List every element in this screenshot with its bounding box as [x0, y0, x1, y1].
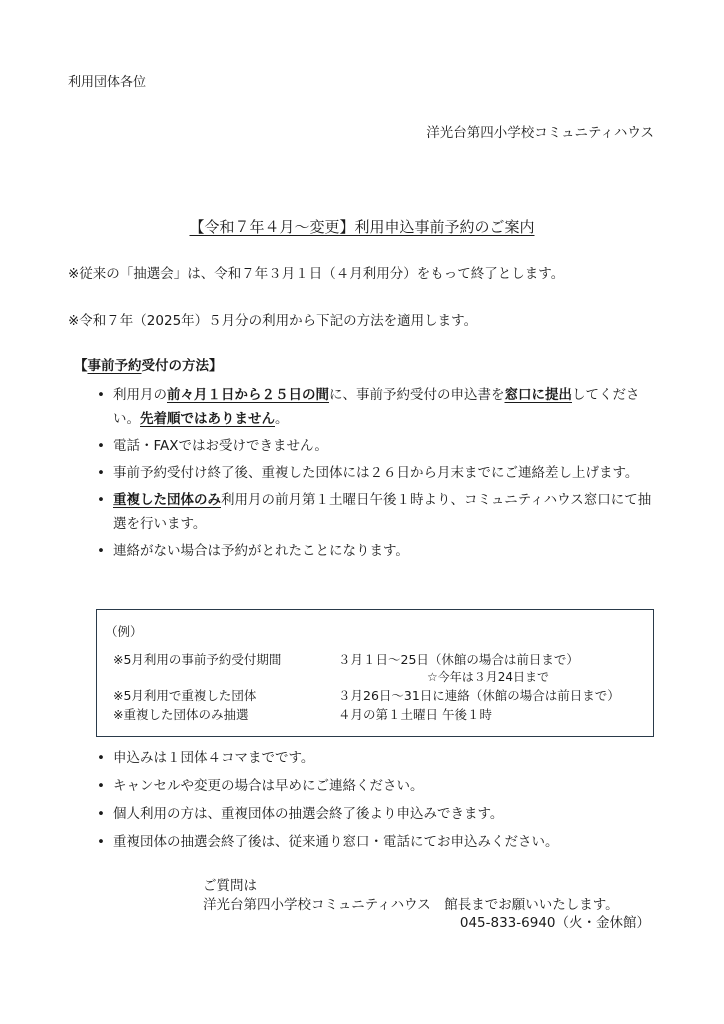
example-row3-value: ４月の第１土曜日 午後１時 [338, 707, 492, 722]
list-emphasis: 窓口に提出 [504, 387, 572, 403]
contact-intro: ご質問は [203, 878, 257, 894]
list-text: 利用月の前月第１土曜日午後１時より、コミュニティハウス窓口にて抽選を行います。 [113, 492, 652, 532]
list-emphasis: 重複した団体のみ [113, 492, 221, 508]
additional-notes-list [97, 746, 657, 858]
sender: 洋光台第四小学校コミュニティハウス [426, 125, 654, 141]
example-row1-note: ☆今年は３月24日まで [427, 670, 550, 684]
example-row2-value: ３月26日～31日に連絡（休館の場合は前日まで） [338, 688, 620, 703]
list-item: • 重複団体の抽選会終了後は、従来通り窓口・電話にてお申込みください。 [97, 830, 657, 854]
addressee: 利用団体各位 [68, 75, 147, 90]
list-item: • 個人利用の方は、重複団体の抽選会終了後より申込みできます。 [97, 802, 657, 826]
heading-bracket-open: 【 [74, 358, 88, 374]
list-item [97, 383, 657, 431]
heading-rest: 受付の方法】 [141, 358, 223, 374]
section-heading [74, 354, 223, 374]
example-row2-label: ※5月利用で重複した団体 [113, 688, 257, 703]
list-item [97, 488, 657, 536]
procedure-list [97, 383, 657, 566]
list-item: • 電話・FAXではお受けできません。 [97, 434, 657, 458]
document-title-text: 【令和７年４月～変更】利用申込事前予約のご案内 [189, 218, 535, 236]
list-text: 利用月の [113, 387, 167, 403]
list-item: • 事前予約受付け終了後、重複した団体には２６日から月末までにご連絡差し上げます。 [97, 461, 657, 485]
note-1: ※従来の「抽選会」は、令和７年３月１日（４月利用分）をもって終了とします。 [68, 266, 565, 282]
example-header: （例） [105, 624, 143, 639]
heading-emph: 事前予約 [87, 358, 142, 374]
note-2: ※令和７年（2025年）５月分の利用から下記の方法を適用します。 [68, 313, 478, 329]
example-box [96, 609, 654, 737]
list-item: • キャンセルや変更の場合は早めにご連絡ください。 [97, 774, 657, 798]
document-title [0, 216, 724, 237]
list-item: • 連絡がない場合は予約がとれたことになります。 [97, 539, 657, 563]
list-text: に、事前予約受付の申込書を [329, 387, 505, 403]
contact-phone: 045-833-6940（火・金休館） [459, 915, 650, 931]
example-row1-label: ※5月利用の事前予約受付期間 [113, 652, 282, 667]
contact-line: 洋光台第四小学校コミュニティハウス 館長までお願いいたします。 [203, 897, 619, 913]
list-emphasis: 先着順ではありません [140, 411, 275, 427]
list-text: してください。 [113, 387, 640, 427]
list-text: 。 [275, 411, 289, 427]
example-row3-label: ※重複した団体のみ抽選 [113, 707, 249, 722]
list-item: • 申込みは１団体４コマまでです。 [97, 746, 657, 770]
list-emphasis: 前々月１日から２５日の間 [167, 387, 329, 403]
example-row1-value: ３月１日～25日（休館の場合は前日まで） [338, 652, 579, 667]
